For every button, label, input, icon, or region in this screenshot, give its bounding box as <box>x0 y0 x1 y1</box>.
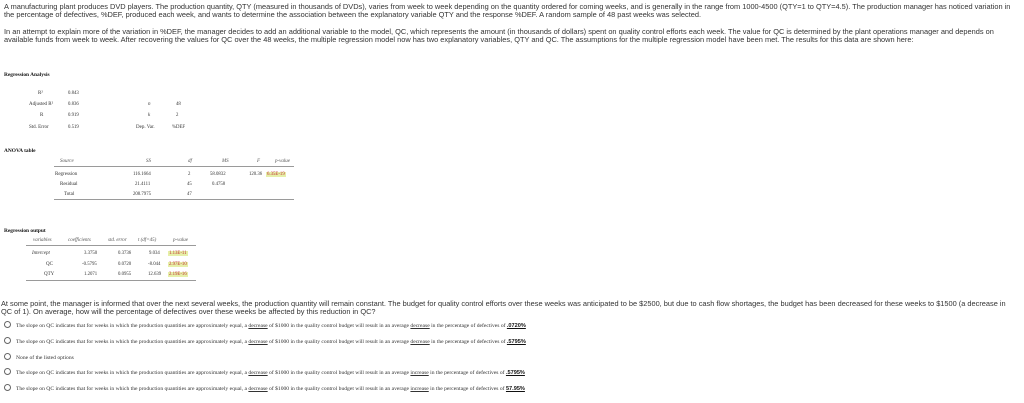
k-label: k <box>148 113 151 118</box>
anova-cell: 58.0832 <box>210 172 226 177</box>
anova-header-source: Source <box>60 159 74 164</box>
reg-cell: 0.3736 <box>118 251 132 256</box>
radio-button[interactable] <box>4 321 11 328</box>
reg-cell: 3.3750 <box>84 251 98 256</box>
reg-header-variables: variables <box>33 238 52 243</box>
reg-cell: 12.639 <box>148 272 162 277</box>
reg-cell: -0.5795 <box>82 262 97 267</box>
n-value: 48 <box>176 102 181 107</box>
answer-option-3[interactable] <box>4 354 74 361</box>
n-label: n <box>148 102 151 107</box>
option-text: of $1000 in the quality control budget will result in an average <box>267 369 411 376</box>
option-text: in the percentage of defectives of <box>428 369 506 376</box>
radio-button[interactable] <box>4 337 11 344</box>
anova-header-rule <box>54 166 294 167</box>
option-text: in the percentage of defectives of <box>428 385 506 392</box>
option-direction: decrease <box>410 338 430 345</box>
k-value: 2 <box>176 113 179 118</box>
answer-option-2[interactable] <box>4 338 526 345</box>
reg-row-label: QC <box>46 262 53 267</box>
anova-cell: 2 <box>188 172 191 177</box>
answer-option-5[interactable] <box>4 385 525 392</box>
anova-cell: 116.1664 <box>133 172 151 177</box>
reg-header-t: t (df=45) <box>138 238 157 243</box>
option-direction: decrease <box>248 369 268 376</box>
option-text: of $1000 in the quality control budget will result in an average <box>267 385 411 392</box>
intro-paragraph-1: A manufacturing plant produces DVD players. The production quantity, QTY (measured in thousands of DVDs), varies from week to week depending on the quantity ordered for coming weeks, and is generally in the range from 1000-4500 (QTY=1 to QTY=4.5). The production manager has noticed variation in the percentage of defectives, %DEF, produced each week, and wants to determine the association between the explanatory variable QTY and the response %DEF. A random sample of 48 past weeks was selected. <box>4 2 1011 20</box>
anova-cell: 120.36 <box>249 172 263 177</box>
anova-header-pvalue: p-value <box>275 159 290 164</box>
reg-pvalue-highlight: 2.19E-16 <box>169 272 187 277</box>
intro-paragraph-2: In an attempt to explain more of the variation in %DEF, the manager decides to add an additional variable to the model, QC, which represents the amount (in thousands of dollars) spent on quality control efforts each week. The value for QC is determined by the plant operations manager and depends on available funds from week to week. After recovering the values for QC over the 48 weeks, the multiple regression model now has two explanatory variables, QTY and QC. The assumptions for the multiple regression model have been met. The results for this data are shown here: <box>4 27 994 45</box>
option-text: in the percentage of defectives of <box>429 338 507 345</box>
question-text: At some point, the manager is informed that over the next several weeks, the production quantity will remain constant. The budget for quality control efforts over these weeks was anticipated to be $2500, but due to cash flow shortages, the budget has been decreased for these weeks to $1500 (a decrease in QC of 1). On average, how will the percentage of defectives over these weeks be affected by this reduction in QC? <box>1 299 1006 317</box>
reg-row-label: Intercept <box>32 251 50 256</box>
anova-header-ss: SS <box>146 159 151 164</box>
r-value: 0.919 <box>68 113 79 118</box>
option-direction: decrease <box>248 322 268 329</box>
reg-cell: 1.2071 <box>84 272 98 277</box>
option-text: The slope on QC indicates that for weeks in which the production quantities are approximately equal, a <box>16 369 249 376</box>
anova-cell: 21.4111 <box>135 182 151 187</box>
reg-header-std-error: std. error <box>108 238 127 243</box>
dep-var-value: %DEF <box>172 125 186 130</box>
option-direction: decrease <box>248 385 268 392</box>
option-value: .5795% <box>506 338 526 345</box>
reg-header-rule <box>26 245 196 246</box>
anova-row-label: Total <box>64 192 75 197</box>
radio-button[interactable] <box>4 368 11 375</box>
anova-row-label: Residual <box>60 182 78 187</box>
reg-pvalue-highlight: 1.13E-11 <box>169 251 187 256</box>
reg-pvalue-highlight: 2.97E-10 <box>169 262 187 267</box>
option-direction: increase <box>410 385 429 392</box>
std-error-value: 0.519 <box>68 125 79 130</box>
anova-pvalue-highlight: 6.35E-19 <box>267 172 285 177</box>
regression-analysis-title: Regression Analysis <box>4 72 50 78</box>
option-value: 57.95% <box>505 385 525 392</box>
anova-bottom-rule <box>54 199 294 200</box>
r-label: R <box>40 113 44 118</box>
reg-bottom-rule <box>26 280 196 281</box>
adj-r2-label: Adjusted R² <box>29 102 54 107</box>
anova-cell: 45 <box>187 182 192 187</box>
reg-cell: 9.034 <box>149 251 160 256</box>
reg-cell: -8.044 <box>148 262 161 267</box>
anova-header-df: df <box>188 159 192 164</box>
option-direction: increase <box>410 369 429 376</box>
option-text: None of the listed options <box>16 354 74 361</box>
adj-r2-value: 0.836 <box>68 102 79 107</box>
answer-option-1[interactable] <box>4 322 526 329</box>
dep-var-label: Dep. Var. <box>136 125 155 130</box>
answer-option-4[interactable] <box>4 369 525 376</box>
anova-cell: 0.4758 <box>212 182 226 187</box>
option-text: of $1000 in the quality control budget will result in an average <box>267 322 411 329</box>
reg-cell: 0.0955 <box>118 272 132 277</box>
option-text: of $1000 in the quality control budget will result in an average <box>267 338 411 345</box>
reg-cell: 0.0720 <box>118 262 132 267</box>
option-text: The slope on QC indicates that for weeks in which the production quantities are approximately equal, a <box>16 385 249 392</box>
option-value: .5795% <box>505 369 525 376</box>
option-direction: decrease <box>410 322 430 329</box>
option-text: in the percentage of defectives of <box>429 322 507 329</box>
option-value: .0720% <box>506 322 526 329</box>
radio-button[interactable] <box>4 384 11 391</box>
radio-button[interactable] <box>4 353 11 360</box>
option-text: The slope on QC indicates that for weeks in which the production quantities are approximately equal, a <box>16 338 249 345</box>
option-direction: decrease <box>248 338 268 345</box>
anova-row-label: Regression <box>55 172 78 177</box>
reg-header-pvalue: p-value <box>173 238 188 243</box>
r2-label: R² <box>38 91 43 96</box>
std-error-label: Std. Error <box>29 125 49 130</box>
r2-value: 0.843 <box>68 91 79 96</box>
anova-title: ANOVA table <box>4 148 36 154</box>
option-text: The slope on QC indicates that for weeks in which the production quantities are approximately equal, a <box>16 322 249 329</box>
anova-header-ms: MS <box>222 159 229 164</box>
anova-cell: 47 <box>187 192 192 197</box>
anova-cell: 208.7975 <box>133 192 151 197</box>
reg-row-label: QTY <box>44 272 55 277</box>
reg-header-coefficients: coefficients <box>68 238 91 243</box>
anova-header-f: F <box>257 159 261 164</box>
regression-output-title: Regression output <box>4 228 46 234</box>
